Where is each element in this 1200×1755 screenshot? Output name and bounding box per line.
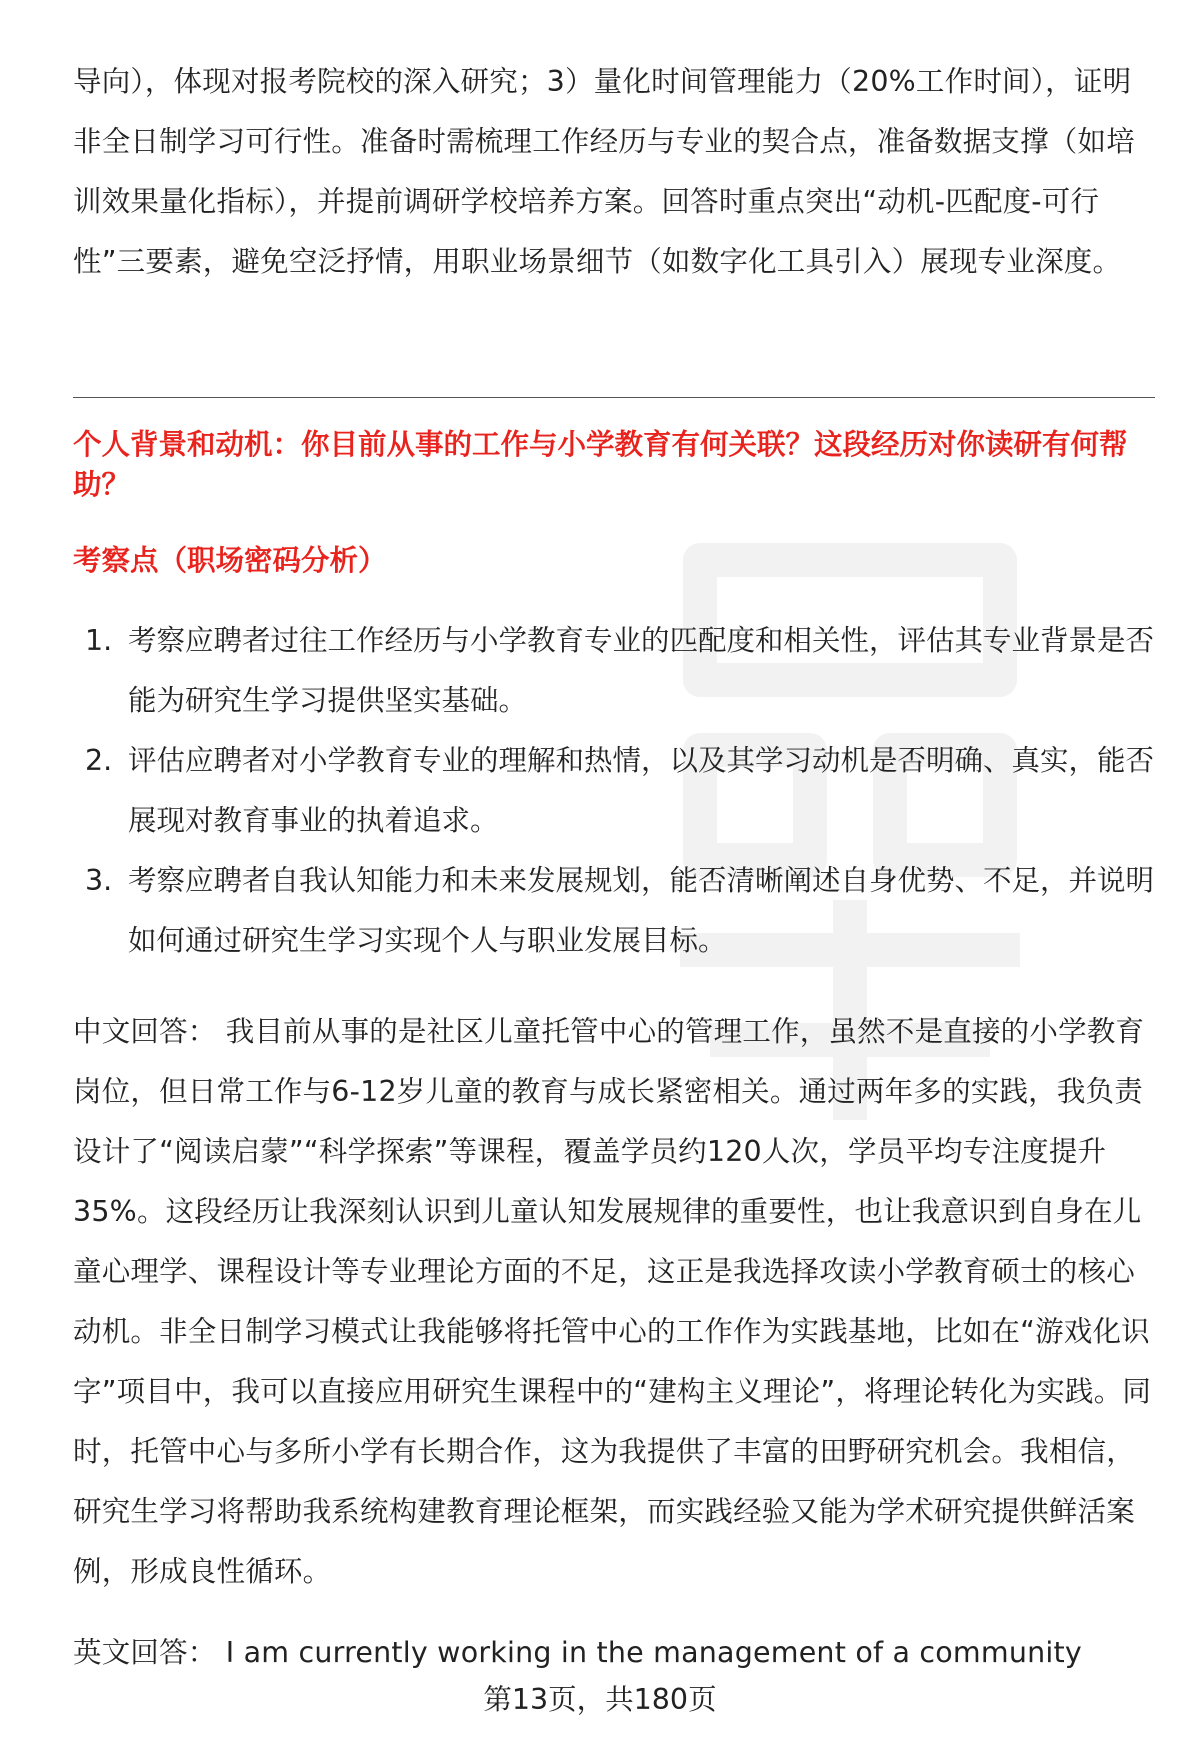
chinese-answer-label: 中文回答：: [73, 1015, 217, 1048]
list-item-number: 2.: [85, 744, 113, 777]
list-item: [73, 851, 1158, 971]
list-item: [73, 731, 1158, 851]
list-item-number: 1.: [85, 624, 113, 657]
english-answer: [73, 1625, 1155, 1681]
list-item-text: 评估应聘者对小学教育专业的理解和热情，以及其学习动机是否明确、真实，能否展现对教育事业的执着追求。: [128, 744, 1155, 837]
chinese-answer: [73, 1002, 1155, 1602]
list-item-text: 考察应聘者过往工作经历与小学教育专业的匹配度和相关性，评估其专业背景是否能为研究生学习提供坚实基础。: [128, 624, 1155, 717]
english-answer-text: I am currently working in the management of a community: [225, 1636, 1082, 1669]
focus-list: [73, 611, 1158, 971]
list-item-text: 考察应聘者自我认知能力和未来发展规划，能否清晰阐述自身优势、不足，并说明如何通过研究生学习实现个人与职业发展目标。: [128, 864, 1155, 957]
list-item: [73, 611, 1158, 731]
question-heading: 个人背景和动机：你目前从事的工作与小学教育有何关联？这段经历对你读研有何帮助？: [73, 428, 1128, 501]
list-item-number: 3.: [85, 864, 113, 897]
section-divider: [73, 397, 1155, 398]
focus-heading: 考察点（职场密码分析）: [73, 544, 387, 577]
chinese-answer-text: 我目前从事的是社区儿童托管中心的管理工作，虽然不是直接的小学教育岗位，但日常工作与6-12岁儿童的教育与成长紧密相关。通过两年多的实践，我负责设计了“阅读启蒙”“科学探索”等课程，覆盖学员约120人次，学员平均专注度提升35%。这段经历让我深刻认识到儿童认知发展规律的重要性，也让我意识到自身在儿童心理学、课程设计等专业理论方面的不足，这正是我选择攻读小学教育硕士的核心动机。非全日制学习模式让我能够将托管中心的工作作为实践基地，比如在“游戏化识字”项目中，我可以直接应用研究生课程中的“建构主义理论”，将理论转化为实践。同时，托管中心与多所小学有长期合作，这为我提供了丰富的田野研究机会。我相信，研究生学习将帮助我系统构建教育理论框架，而实践经验又能为学术研究提供鲜活案例，形成良性循环。: [73, 1015, 1152, 1588]
english-answer-label: 英文回答：: [73, 1636, 217, 1669]
page-number: 第13页，共180页: [483, 1683, 717, 1716]
intro-paragraph: 导向），体现对报考院校的深入研究；3）量化时间管理能力（20%工作时间），证明非全日制学习可行性。准备时需梳理工作经历与专业的契合点，准备数据支撑（如培训效果量化指标），并提前调研学校培养方案。回答时重点突出“动机-匹配度-可行性”三要素，避免空泛抒情，用职业场景细节（如数字化工具引入）展现专业深度。: [73, 65, 1135, 278]
